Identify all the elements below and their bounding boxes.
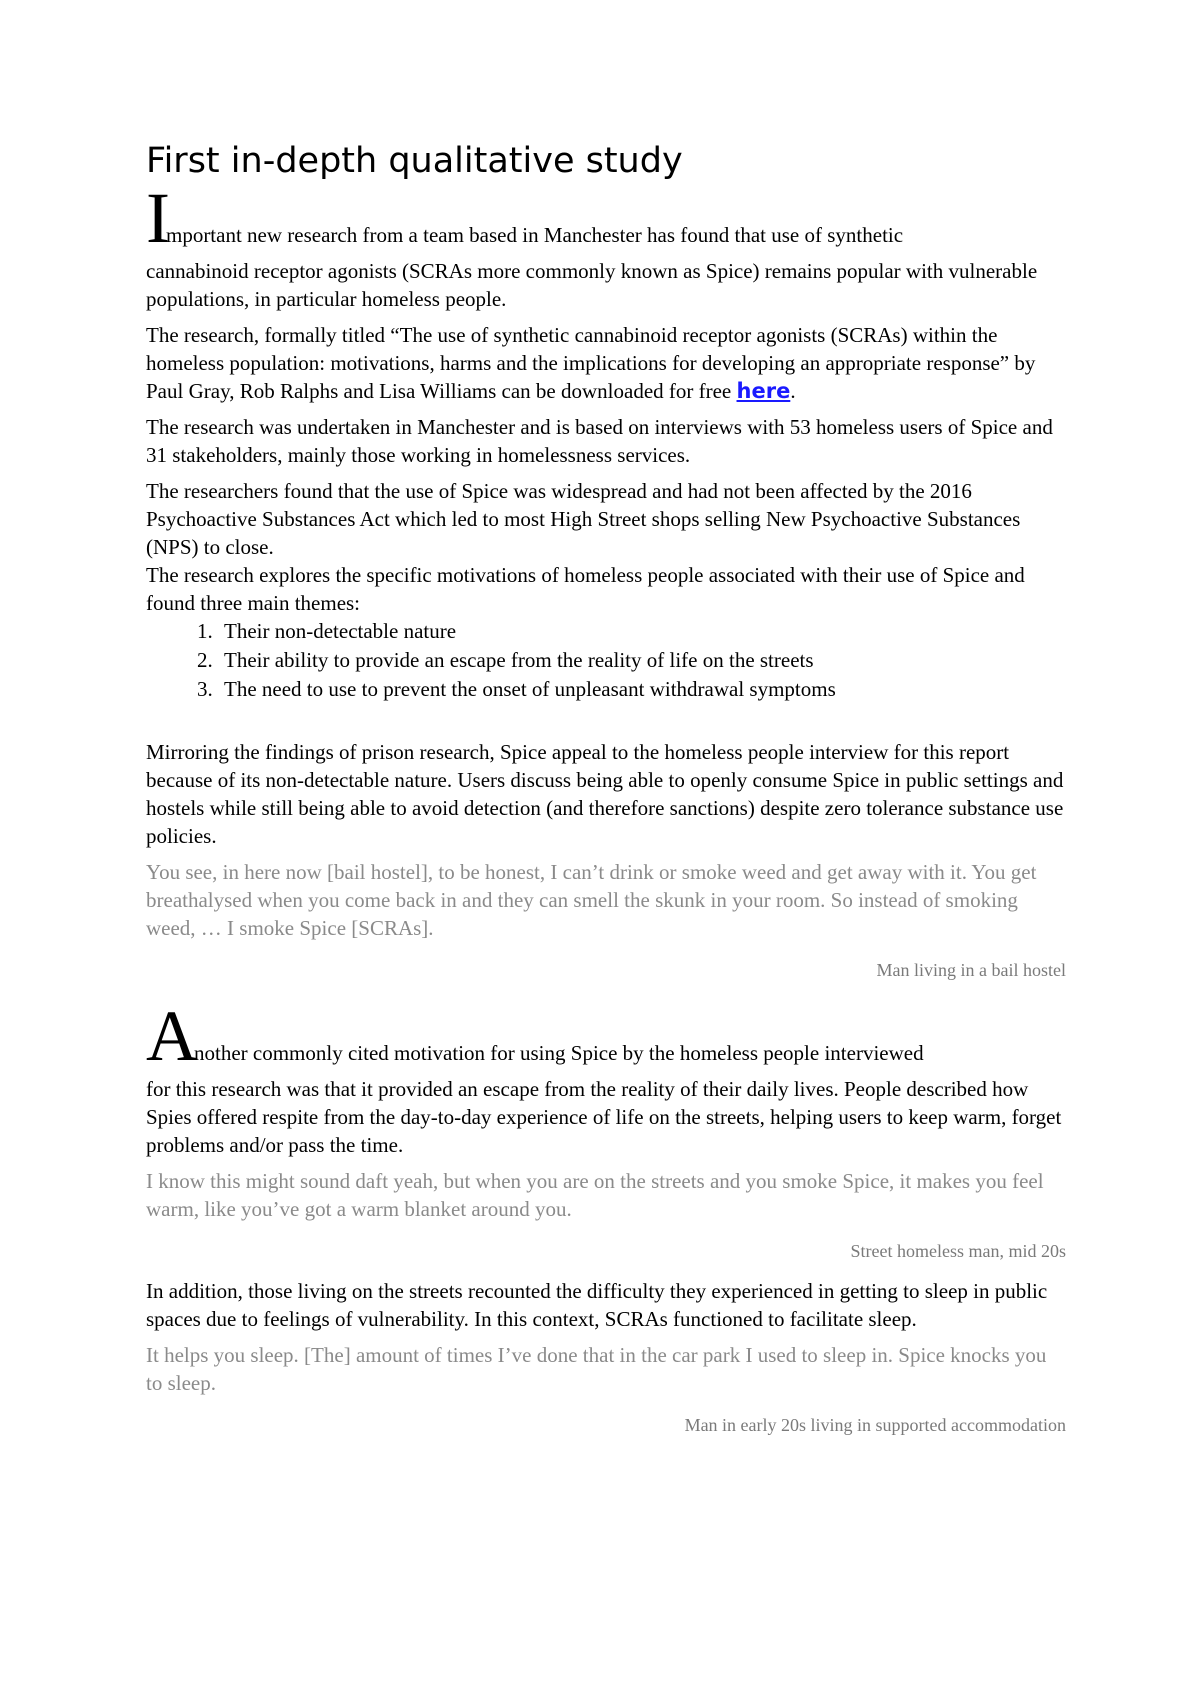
quote-attribution: Man in early 20s living in supported accommodation — [684, 1415, 1066, 1435]
spacer — [146, 704, 1066, 738]
spacer — [146, 996, 1066, 1006]
addition-paragraph: In addition, those living on the streets recounted the difficulty they experienced in getting to sleep in public spaces due to feelings of vulnerability. In this context, SCRAs functioned to facilitate sleep. — [146, 1279, 1048, 1331]
intro-paragraph — [146, 178, 1066, 313]
drop-cap: A — [146, 996, 194, 1076]
another-first-line-text: nother commonly cited motivation for using Spice by the homeless people interviewed — [194, 1041, 924, 1065]
themes-list — [146, 617, 1066, 704]
intro-first-line-text: mportant new research from a team based in Manchester has found that use of synthetic — [165, 223, 904, 247]
drop-cap: I — [146, 178, 166, 258]
research-title-text: The research, formally titled “The use of synthetic cannabinoid receptor agonists (SCRAs) within the homeless population: motivations, harms and the implications for developing an appropriate response” by Paul Gray, Rob Ralphs and Lisa Williams can be downloaded for free — [146, 323, 1036, 403]
findings-paragraph: The researchers found that the use of Spice was widespread and had not been affected by the 2016 Psychoactive Substances Act which led to most High Street shops selling New Psychoactive Substances (NPS) to close. — [146, 479, 1021, 559]
list-item: 2. Their ability to provide an escape from the reality of life on the streets — [218, 646, 1066, 675]
another-paragraph — [146, 996, 1066, 1159]
undertaken-paragraph: The research was undertaken in Manchester and is based on interviews with 53 homeless users of Spice and 31 stakeholders, mainly those working in homelessness services. — [146, 415, 1053, 467]
research-title-after-link: . — [790, 379, 796, 403]
research-title-paragraph — [146, 321, 1066, 405]
download-here-link[interactable]: here — [736, 379, 791, 403]
mirroring-paragraph: Mirroring the findings of prison research, Spice appeal to the homeless people interview for this report because of its non-detectable nature. Users discuss being able to openly consume Spice in public settings and hostels while still being able to avoid detection (and therefore sanctions) despite zero tolerance substance use policies. — [146, 740, 1064, 848]
another-rest-text: for this research was that it provided an escape from the reality of their daily lives. People described how Spies offered respite from the day-to-day experience of life on the streets, helping users to keep warm, forget problems and/or pass the time. — [146, 1077, 1062, 1157]
document-body — [146, 140, 1066, 1451]
quote-bail-hostel: You see, in here now [bail hostel], to be honest, I can’t drink or smoke weed and get away with it. You get breathalysed when you come back in and they can smell the skunk in your room. So instead of smoking weed, … I smoke Spice [SCRAs]. — [146, 860, 1037, 940]
page-title: First in-depth qualitative study — [146, 141, 683, 181]
list-item: 1. Their non-detectable nature — [218, 617, 1066, 646]
intro-rest-text: cannabinoid receptor agonists (SCRAs more commonly known as Spice) remains popular with vulnerable populations, in particular homeless people. — [146, 259, 1038, 311]
intro-first-line — [146, 178, 1066, 258]
explores-paragraph: The research explores the specific motivations of homeless people associated with their use of Spice and found three main themes: — [146, 563, 1025, 615]
list-item: 3. The need to use to prevent the onset of unpleasant withdrawal symptoms — [218, 675, 1066, 704]
quote-street-homeless: I know this might sound daft yeah, but when you are on the streets and you smoke Spice, it makes you feel warm, like you’ve got a warm blanket around you. — [146, 1169, 1044, 1221]
quote-attribution: Street homeless man, mid 20s — [850, 1241, 1066, 1261]
another-first-line — [146, 996, 1066, 1076]
quote-attribution: Man living in a bail hostel — [876, 960, 1066, 980]
quote-sleep: It helps you sleep. [The] amount of times I’ve done that in the car park I used to sleep in. Spice knocks you to sleep. — [146, 1343, 1047, 1395]
